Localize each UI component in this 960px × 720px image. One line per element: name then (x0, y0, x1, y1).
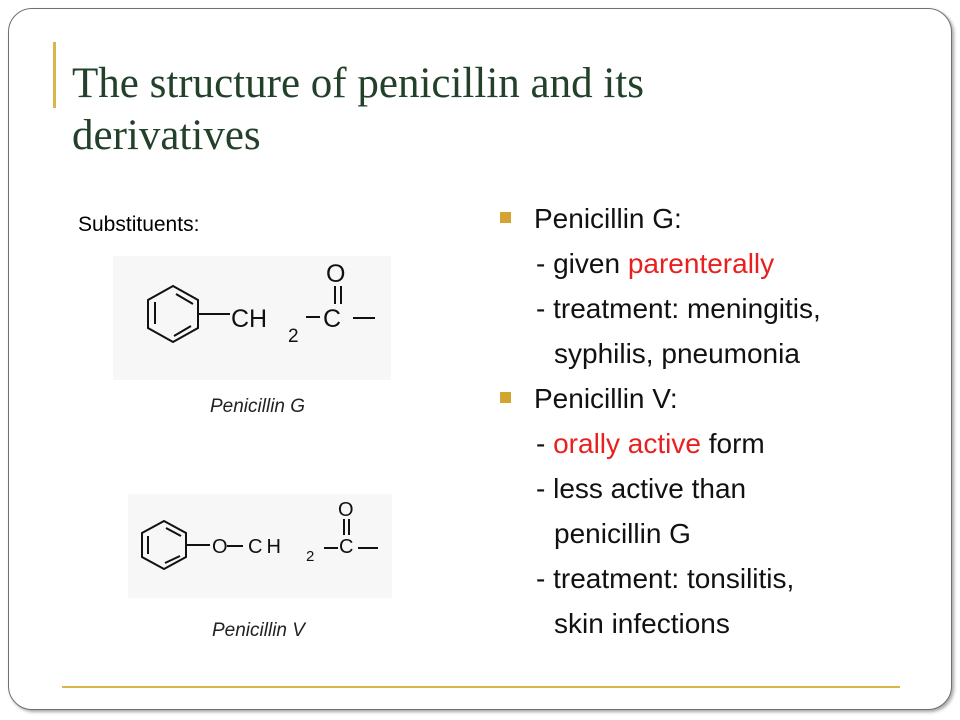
atom-ch-v: CH (248, 536, 285, 558)
highlight-text: orally active (553, 428, 701, 459)
double-bond-g-2 (174, 326, 191, 336)
bullet-subline-continuation: penicillin G (554, 518, 691, 549)
bullet-square-icon (500, 212, 511, 223)
atom-subscript-v: 2 (306, 548, 315, 565)
atom-carbon-v: C (339, 536, 354, 558)
slide-title-line-1: The structure of penicillin and its (72, 60, 644, 107)
atom-oxygen-g: O (326, 260, 346, 288)
highlight-text: parenterally (627, 248, 775, 279)
penicillin-v-structure (128, 494, 392, 598)
atom-link-oxygen-v: O (212, 536, 228, 558)
footer-rule (62, 686, 900, 688)
atom-subscript-g: 2 (288, 326, 299, 347)
bullet-heading: Penicillin V: (534, 383, 678, 414)
bullet-subline: - treatment: tonsilitis, (536, 563, 795, 594)
atom-ch-g: CH (231, 305, 268, 333)
penicillin-g-structure (113, 256, 391, 380)
caption-penicillin-g: Penicillin G (210, 396, 306, 417)
slide-title-line-2: derivatives (72, 112, 261, 159)
bullet-subline-continuation: skin infections (554, 608, 730, 639)
bullet-subline: - given parenterally (536, 248, 775, 279)
bullet-subline-continuation: syphilis, pneumonia (554, 338, 800, 369)
bullet-square-icon (500, 392, 511, 403)
slide-title (72, 58, 644, 162)
caption-penicillin-v: Penicillin V (212, 620, 305, 641)
atom-carbon-g: C (323, 305, 342, 333)
bullet-subline: - orally active form (536, 428, 765, 459)
bullet-subline: - treatment: meningitis, (536, 293, 821, 324)
bullet-subline: - less active than (536, 473, 747, 504)
penicillin-bullet-list (500, 196, 940, 646)
title-accent-bar (53, 42, 56, 108)
substituents-label: Substituents: (78, 213, 200, 236)
penicillin-g-structure-diagram (113, 256, 391, 380)
bullet-penicillin-v (500, 376, 940, 646)
penicillin-v-structure-diagram (128, 494, 392, 598)
atom-oxygen-v: O (338, 499, 354, 521)
bullet-heading: Penicillin G: (534, 203, 682, 234)
bullet-penicillin-g (500, 196, 940, 376)
